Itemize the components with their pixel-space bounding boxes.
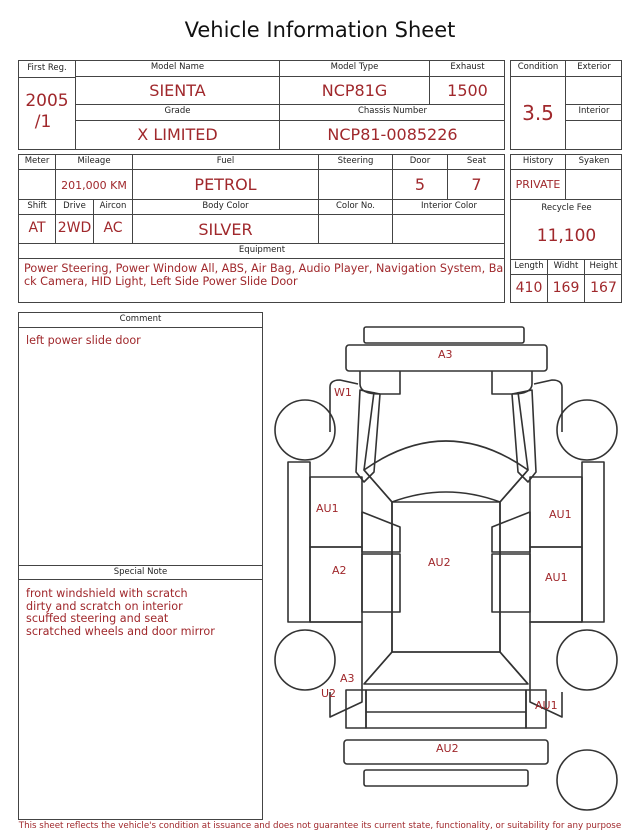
- damage-label-left-rear-door: A2: [332, 564, 347, 577]
- aircon-value-cell: [94, 215, 133, 244]
- shift-label: Shift: [27, 201, 47, 211]
- left-rear-window: [362, 554, 400, 612]
- steering-value-cell: [319, 170, 393, 200]
- interior-color-value-cell: [393, 215, 505, 244]
- fuel-value-cell: [133, 170, 319, 200]
- equipment-line: ck Camera, HID Light, Left Side Power Slide Door: [24, 274, 298, 288]
- steering-label: Steering: [337, 156, 374, 166]
- exterior-label-cell: [566, 61, 622, 77]
- length-value-cell: [511, 275, 548, 303]
- door-label-cell: [393, 155, 448, 170]
- damage-label-rear-bumper: AU2: [436, 742, 459, 755]
- front-grille: [364, 327, 524, 343]
- interior-color-label-cell: [393, 200, 505, 215]
- width-value-cell: [548, 275, 585, 303]
- body-color-value: SILVER: [198, 220, 253, 239]
- height-label-cell: [585, 260, 622, 275]
- damage-label-right-front-door: AU1: [549, 508, 572, 521]
- shift-label-cell: [19, 200, 56, 215]
- front-right-wheel: [557, 400, 617, 460]
- exhaust-value-cell: [430, 77, 505, 105]
- special-note-line: scratched wheels and door mirror: [26, 624, 215, 638]
- condition-value: 3.5: [522, 101, 554, 125]
- drive-label: Drive: [63, 201, 86, 211]
- grade-label: Grade: [164, 106, 191, 116]
- steering-label-cell: [319, 155, 393, 170]
- comment-label: Comment: [119, 314, 162, 324]
- aircon-value: AC: [103, 220, 123, 236]
- special-note-label-cell: [19, 565, 262, 580]
- vehicle-detail-table: [18, 154, 505, 303]
- height-value: 167: [590, 280, 617, 296]
- condition-value-cell: [511, 77, 566, 150]
- seat-value: 7: [471, 175, 482, 194]
- page-title: Vehicle Information Sheet: [184, 18, 456, 42]
- recycle-fee-cell: [511, 200, 622, 260]
- interior-label-cell: [566, 105, 622, 121]
- exhaust-value: 1500: [447, 81, 488, 100]
- model-type-label: Model Type: [330, 62, 379, 72]
- mileage-value-cell: [56, 170, 133, 200]
- comment-text: [26, 335, 141, 348]
- meter-value-cell: [19, 170, 56, 200]
- drive-label-cell: [56, 200, 94, 215]
- condition-label-cell: [511, 61, 566, 77]
- damage-label-left-front-door: AU1: [316, 502, 339, 515]
- exterior-label: Exterior: [577, 62, 611, 72]
- seat-label: Seat: [466, 156, 487, 166]
- damage-label-windshield: W1: [334, 386, 352, 399]
- front-fenders: [356, 390, 536, 482]
- model-type-label-cell: [280, 61, 430, 77]
- seat-label-cell: [448, 155, 505, 170]
- spare-wheel: [557, 750, 617, 810]
- syaken-value-cell: [566, 170, 622, 200]
- special-note-label: Special Note: [113, 567, 168, 577]
- aircon-label: Aircon: [99, 201, 127, 211]
- comment-label-cell: [19, 313, 262, 328]
- special-note-line: dirty and scratch on interior: [26, 599, 183, 613]
- syaken-label: Syaken: [578, 156, 610, 166]
- mileage-value: 201,000 KM: [61, 179, 127, 192]
- interior-label: Interior: [578, 106, 610, 116]
- syaken-label-cell: [566, 155, 622, 170]
- special-note-line: front windshield with scratch: [26, 587, 188, 600]
- rear-window: [364, 652, 528, 684]
- tail-lights: [346, 690, 546, 728]
- special-note-text: [26, 588, 215, 638]
- grade-label-cell: [76, 105, 280, 121]
- side-fenders: [330, 380, 562, 432]
- damage-label-front-bumper: A3: [438, 348, 453, 361]
- color-no-value-cell: [319, 215, 393, 244]
- condition-label: Condition: [517, 62, 559, 72]
- history-label-cell: [511, 155, 566, 170]
- fuel-label-cell: [133, 155, 319, 170]
- vehicle-info-table: [18, 60, 505, 150]
- equipment-text: [24, 263, 504, 288]
- special-note-line: scuffed steering and seat: [26, 612, 169, 625]
- height-value-cell: [585, 275, 622, 303]
- height-label: Height: [589, 261, 618, 271]
- equipment-label-cell: [19, 244, 505, 259]
- rear-panel: [364, 770, 528, 786]
- first-reg-label: First Reg.: [19, 63, 75, 78]
- first-reg-cell: [19, 61, 76, 150]
- width-label: Widht: [553, 261, 579, 271]
- grade-value: X LIMITED: [137, 125, 218, 144]
- right-front-window: [492, 512, 530, 552]
- rear-right-wheel: [557, 630, 617, 690]
- disclaimer-footer: This sheet reflects the vehicle's condition at issuance and does not guarantee its current state, functionality, or suitability for any purpose: [18, 821, 622, 831]
- mileage-label: Mileage: [77, 156, 111, 166]
- equipment-label: Equipment: [238, 245, 286, 255]
- model-type-value: NCP81G: [321, 81, 388, 100]
- chassis-label-cell: [280, 105, 505, 121]
- chassis-value-cell: [280, 121, 505, 150]
- model-name-value-cell: [76, 77, 280, 105]
- body-color-label-cell: [133, 200, 319, 215]
- body-color-label: Body Color: [202, 201, 249, 211]
- length-value: 410: [515, 280, 543, 296]
- fuel-value: PETROL: [194, 175, 257, 194]
- exhaust-label: Exhaust: [450, 62, 485, 72]
- history-value: PRIVATE: [515, 178, 561, 191]
- door-value: 5: [414, 175, 426, 194]
- mileage-label-cell: [56, 155, 133, 170]
- meter-label: Meter: [24, 156, 50, 166]
- right-rear-window: [492, 554, 530, 612]
- color-no-label-cell: [319, 200, 393, 215]
- left-sill: [288, 462, 310, 622]
- grade-value-cell: [76, 121, 280, 150]
- chassis-label: Chassis Number: [357, 106, 428, 116]
- history-value-cell: [511, 170, 566, 200]
- exterior-value-cell: [566, 77, 622, 105]
- drive-value: 2WD: [57, 220, 92, 236]
- damage-label-left-rear-corner: U2: [321, 687, 337, 700]
- first-reg-year: 2005: [25, 91, 69, 111]
- interior-color-label: Interior Color: [421, 201, 477, 211]
- model-name-label-cell: [76, 61, 280, 77]
- door-value-cell: [393, 170, 448, 200]
- roof: [392, 502, 500, 652]
- aircon-label-cell: [94, 200, 133, 215]
- chassis-value: NCP81-0085226: [327, 125, 458, 144]
- color-no-label: Color No.: [335, 201, 375, 211]
- width-label-cell: [548, 260, 585, 275]
- tailgate: [366, 690, 526, 728]
- damage-label-right-rear-door: AU1: [545, 571, 568, 584]
- length-label-cell: [511, 260, 548, 275]
- windshield: [364, 441, 528, 502]
- damage-label-roof: AU2: [428, 556, 451, 569]
- exhaust-label-cell: [430, 61, 505, 77]
- rear-left-wheel: [275, 630, 335, 690]
- history-label: History: [522, 156, 554, 166]
- damage-label-left-rear-quarter: A3: [340, 672, 355, 685]
- history-table: [510, 154, 622, 303]
- width-value: 169: [552, 280, 580, 296]
- headlights: [360, 371, 532, 394]
- car-damage-diagram: [270, 322, 622, 817]
- first-reg-month: /1: [34, 112, 52, 132]
- recycle-fee-value: 11,100: [536, 226, 597, 246]
- front-left-wheel: [275, 400, 335, 460]
- model-name-label: Model Name: [150, 62, 205, 72]
- model-type-value-cell: [280, 77, 430, 105]
- hood-lines: [364, 392, 528, 470]
- left-front-window: [362, 512, 400, 552]
- damage-label-right-rear-corner: AU1: [535, 699, 558, 712]
- recycle-fee-label: Recycle Fee: [541, 203, 592, 213]
- seat-value-cell: [448, 170, 505, 200]
- condition-table: [510, 60, 622, 150]
- right-rear-door: [530, 547, 582, 622]
- notes-panel: [18, 312, 263, 820]
- shift-value-cell: [19, 215, 56, 244]
- fuel-label: Fuel: [216, 156, 235, 166]
- shift-value: AT: [28, 220, 46, 236]
- right-sill: [582, 462, 604, 622]
- drive-value-cell: [56, 215, 94, 244]
- interior-value-cell: [566, 121, 622, 150]
- meter-label-cell: [19, 155, 56, 170]
- comment-line: left power slide door: [26, 334, 141, 347]
- door-label: Door: [409, 156, 431, 166]
- length-label: Length: [514, 261, 544, 271]
- equipment-line: Power Steering, Power Window All, ABS, Air Bag, Audio Player, Navigation System, Ba: [24, 262, 504, 275]
- model-name-value: SIENTA: [149, 81, 206, 100]
- left-rear-door: [310, 547, 362, 622]
- body-color-value-cell: [133, 215, 319, 244]
